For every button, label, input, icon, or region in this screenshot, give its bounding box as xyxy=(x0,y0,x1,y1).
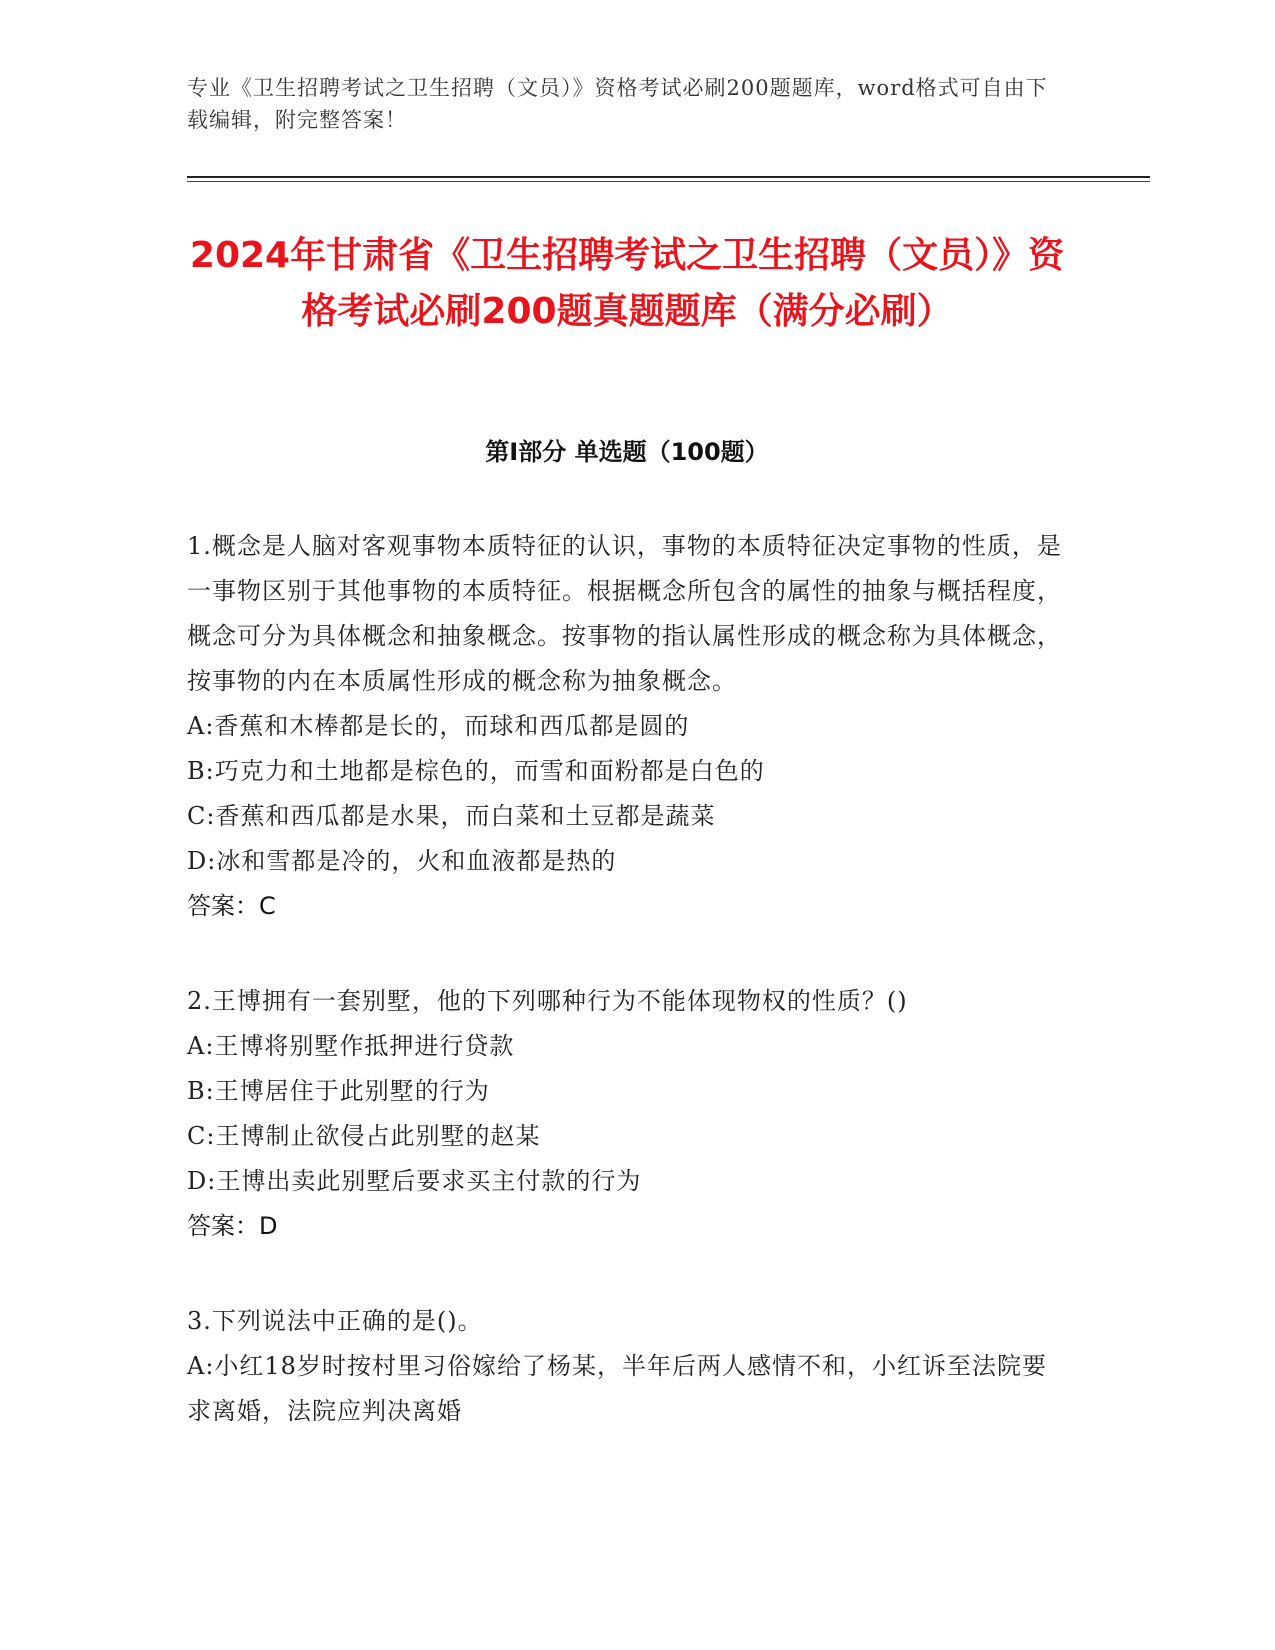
question-stem: 1.概念是人脑对客观事物本质特征的认识，事物的本质特征决定事物的性质，是一事物区别于其他事物的本质特征。根据概念所包含的属性的抽象与概括程度，概念可分为具体概念和抽象概念。按事物的指认属性形成的概念称为具体概念，按事物的内在本质属性形成的概念称为抽象概念。 xyxy=(187,532,1062,695)
question-stem: 2.王博拥有一套别墅，他的下列哪种行为不能体现物权的性质？() xyxy=(187,987,908,1015)
option-b: B:王博居住于此别墅的行为 xyxy=(187,1077,490,1105)
header-note: 专业《卫生招聘考试之卫生招聘（文员）》资格考试必刷200题题库，word格式可自由下载编辑，附完整答案！ xyxy=(187,76,1048,132)
answer: 答案：C xyxy=(187,892,276,920)
header-divider-thick xyxy=(187,176,1150,178)
question-list xyxy=(187,524,1067,1484)
option-c: C:香蕉和西瓜都是水果，而白菜和土豆都是蔬菜 xyxy=(187,802,716,830)
document-title: 2024年甘肃省《卫生招聘考试之卫生招聘（文员）》资格考试必刷200题真题题库（满分必刷） xyxy=(189,235,1065,332)
answer: 答案：D xyxy=(187,1212,278,1240)
option-d: D:王博出卖此别墅后要求买主付款的行为 xyxy=(187,1167,642,1195)
question-3 xyxy=(187,1299,1067,1434)
header-divider-thin xyxy=(187,181,1150,182)
option-b: B:巧克力和土地都是棕色的，而雪和面粉都是白色的 xyxy=(187,757,765,785)
option-a: A:香蕉和木棒都是长的，而球和西瓜都是圆的 xyxy=(187,712,690,740)
question-2 xyxy=(187,979,1067,1249)
question-stem: 3.下列说法中正确的是()。 xyxy=(187,1307,483,1335)
option-a: A:王博将别墅作抵押进行贷款 xyxy=(187,1032,515,1060)
option-c: C:王博制止欲侵占此别墅的赵某 xyxy=(187,1122,541,1150)
option-d: D:冰和雪都是冷的，火和血液都是热的 xyxy=(187,847,617,875)
option-a: A:小红18岁时按村里习俗嫁给了杨某，半年后两人感情不和，小红诉至法院要求离婚，法院应判决离婚 xyxy=(187,1352,1047,1425)
section-title: 第I部分 单选题（100题） xyxy=(485,438,769,466)
question-1 xyxy=(187,524,1067,929)
